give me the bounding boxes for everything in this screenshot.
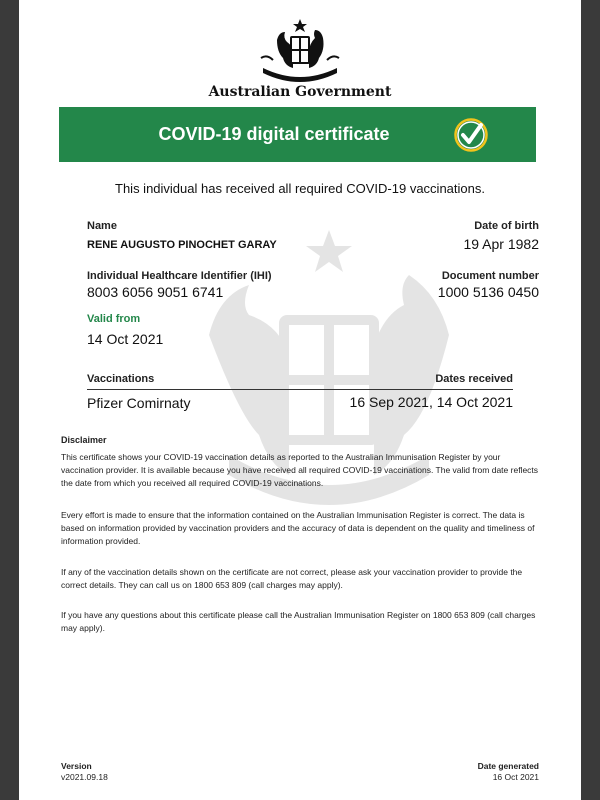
disclaimer-paragraph-4: If you have any questions about this certificate please call the Australian Immunisation Register on 1800 653 809 (call charges may apply).	[61, 610, 536, 633]
banner-title: COVID-19 digital certificate	[158, 124, 390, 144]
government-title: Australian Government	[208, 84, 392, 100]
date-generated-label: Date generated	[477, 761, 539, 771]
document-number-label: Document number	[441, 270, 539, 282]
valid-from-label: Valid from	[87, 313, 141, 325]
date-generated-value: 16 Oct 2021	[492, 772, 539, 782]
vaccinations-label: Vaccinations	[87, 373, 155, 385]
date-of-birth: 19 Apr 1982	[463, 236, 539, 252]
vaccination-status-text: This individual has received all required COVID-19 vaccinations.	[115, 181, 485, 196]
vaccine-dates: 16 Sep 2021, 14 Oct 2021	[349, 394, 513, 410]
person-name: RENE AUGUSTO PINOCHET GARAY	[87, 239, 277, 251]
version-value: v2021.09.18	[61, 772, 108, 782]
document-number: 1000 5136 0450	[437, 284, 539, 300]
disclaimer-title: Disclaimer	[61, 435, 107, 445]
ihi-number: 8003 6056 9051 6741	[87, 284, 224, 300]
name-label: Name	[87, 220, 117, 232]
dob-label: Date of birth	[474, 220, 539, 232]
certificate-banner	[59, 107, 536, 162]
disclaimer-paragraph-2: Every effort is made to ensure that the information contained on the Australian Immunisation Register is correct. The data is based on information provided by vaccination providers and the accuracy of data is dependent on the quality and timeliness of information provided.	[61, 510, 535, 546]
version-label: Version	[61, 761, 92, 771]
coat-of-arms-icon	[257, 18, 343, 82]
disclaimer-paragraph-3: If any of the vaccination details shown on the certificate are not correct, please ask your vaccination provider to provide the correct details. They can call us on 1800 653 809 (call charges may apply).	[61, 567, 523, 590]
checkmark-icon	[453, 117, 489, 153]
divider	[87, 389, 513, 390]
dates-received-label: Dates received	[435, 373, 513, 385]
valid-from-date: 14 Oct 2021	[87, 331, 164, 347]
ihi-label: Individual Healthcare Identifier (IHI)	[87, 270, 272, 282]
certificate-page	[19, 0, 581, 800]
vaccine-name: Pfizer Comirnaty	[87, 395, 191, 411]
disclaimer-paragraph-1: This certificate shows your COVID-19 vaccination details as reported to the Australian Immunisation Register by your vaccination provider. It is available because you have received all required COVID-19 vaccinations. The valid from date reflects the date from which you received all required COVID-19 vaccinations.	[61, 452, 539, 488]
